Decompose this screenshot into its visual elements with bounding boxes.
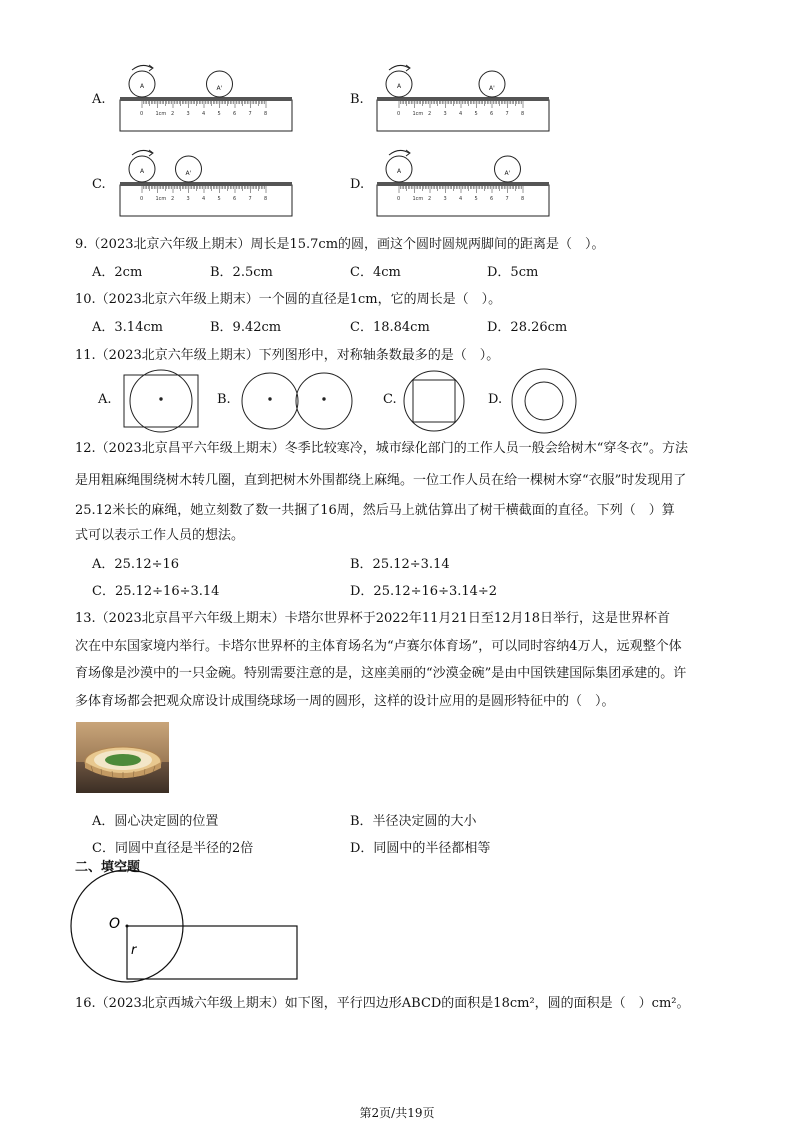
ruler-tick-label: 4 (459, 196, 463, 202)
q13-line-4: 多体育场都会把观众席设计成围绕球场一周的圆形，这样的设计应用的是圆形特征中的（ ）。 (75, 694, 615, 709)
ruler-tick-label: 8 (521, 111, 525, 117)
point-a-label: A (140, 83, 145, 90)
q9-option-a: A．2cm (92, 265, 143, 280)
q11-option-d-label: D. (488, 392, 503, 407)
q11-option-c-label: C. (383, 392, 397, 407)
ruler-tick-label: 5 (474, 111, 478, 117)
q11-option-b-label: B. (217, 392, 231, 407)
ruler-tick-label: 5 (474, 196, 478, 202)
q8-figure-d (377, 150, 549, 216)
q13-line-2: 次在中东国家境内举行。卡塔尔世界杯的主体育场名为“卢赛尔体育场”，可以同时容纳4万人，远观整个体 (75, 639, 682, 654)
ruler-tick-label: 6 (233, 196, 237, 202)
ruler-tick-label: 7 (505, 196, 509, 202)
ruler-tick-label: 0 (140, 111, 144, 117)
circle-rectangle-figure (60, 868, 320, 988)
ruler-tick-label: 8 (521, 196, 525, 202)
q8-figure-c (120, 150, 292, 216)
ruler-tick-label: 0 (140, 196, 144, 202)
ruler-tick-label: 7 (248, 196, 252, 202)
q9-option-c: C．4cm (350, 265, 401, 280)
ruler-tick-label: 6 (490, 111, 494, 117)
ruler-tick-label: 5 (217, 196, 221, 202)
q10-option-b: B．9.42cm (210, 320, 282, 335)
q11-option-a-label: A. (98, 392, 112, 407)
ruler-tick-label: 4 (202, 111, 206, 117)
q11-shapes (0, 365, 794, 437)
ruler-tick-label: 6 (490, 196, 494, 202)
q12-line-4: 式可以表示工作人员的想法。 (75, 528, 245, 543)
q13-line-1: 13.（2023北京昌平六年级上期末）卡塔尔世界杯于2022年11月21日至12月18日举行，这是世界杯首 (75, 611, 671, 626)
q10-option-a: A．3.14cm (92, 320, 163, 335)
section-title-fill-blank: 二、填空题 (75, 860, 141, 875)
q8-option-b-label: B. (350, 92, 364, 107)
ruler-tick-label: 7 (505, 111, 509, 117)
point-a-prime-label: A' (185, 170, 192, 177)
q12-option-a: A．25.12÷16 (92, 557, 180, 572)
ruler-tick-label: 0 (397, 111, 401, 117)
radius-label-r: r (131, 943, 137, 958)
point-a-prime-label: A' (216, 85, 223, 92)
q12-line-2: 是用粗麻绳围绕树木转几圈，直到把树木外围都绕上麻绳。一位工作人员在给一棵树木穿“衣服”时发现用了 (75, 473, 687, 488)
q8-option-c-label: C. (92, 177, 106, 192)
ruler-tick-label: 7 (248, 111, 252, 117)
q8-figure-a (120, 65, 292, 131)
q13-option-d: D．同圆中的半径都相等 (350, 841, 491, 856)
ruler-tick-label: 3 (443, 196, 447, 202)
ruler-tick-label: 1cm (155, 196, 167, 202)
q12-option-b: B．25.12÷3.14 (350, 557, 450, 572)
rotation-arrow-icon (389, 150, 409, 155)
q11-shape-c-square-in-circle (404, 371, 464, 431)
q12-option-d: D．25.12÷16÷3.14÷2 (350, 584, 498, 599)
rotation-arrow-icon (389, 65, 409, 70)
q10-stem: 10.（2023北京六年级上期末）一个圆的直径是1cm，它的周长是（ ）。 (75, 292, 502, 307)
ruler-tick-label: 4 (459, 111, 463, 117)
q9-stem: 9.（2023北京六年级上期末）周长是15.7cm的圆，画这个圆时圆规两脚间的距离是（ ）。 (75, 237, 605, 252)
ruler-tick-label: 1cm (412, 111, 424, 117)
ruler-tick-label: 3 (186, 111, 190, 117)
q10-option-d: D．28.26cm (487, 320, 568, 335)
q10-option-c: C．18.84cm (350, 320, 430, 335)
q8-option-a-label: A. (92, 92, 106, 107)
rotation-arrow-icon (132, 65, 152, 70)
point-a-label: A (397, 168, 402, 175)
point-a-label: A (140, 168, 145, 175)
center-label-o: O (109, 916, 121, 932)
point-a-prime-label: A' (504, 170, 511, 177)
ruler-tick-label: 3 (186, 196, 190, 202)
q8-figure-b (377, 65, 549, 131)
q8-ruler-figures (0, 0, 794, 230)
ruler-tick-label: 0 (397, 196, 401, 202)
stadium-photo (76, 722, 169, 793)
ruler-tick-label: 2 (428, 111, 432, 117)
q13-option-a: A．圆心决定圆的位置 (92, 814, 219, 829)
ruler-tick-label: 2 (171, 111, 175, 117)
ruler-tick-label: 3 (443, 111, 447, 117)
q12-option-c: C．25.12÷16÷3.14 (92, 584, 220, 599)
q11-stem: 11.（2023北京六年级上期末）下列图形中，对称轴条数最多的是（ ）。 (75, 348, 500, 363)
ruler-tick-label: 2 (171, 196, 175, 202)
q13-option-b: B．半径决定圆的大小 (350, 814, 477, 829)
ruler-tick-label: 6 (233, 111, 237, 117)
q16-stem: 16.（2023北京西城六年级上期末）如下图，平行四边形ABCD的面积是18cm²，圆的面积是（ ）cm²。 (75, 996, 690, 1011)
q13-line-3: 育场像是沙漠中的一只金碗。特别需要注意的是，这座美丽的“沙漠金碗”是由中国铁建国际集团承建的。许 (75, 666, 687, 681)
q9-option-d: D．5cm (487, 265, 539, 280)
ruler-tick-label: 8 (264, 196, 268, 202)
point-a-prime-label: A' (489, 85, 495, 92)
ruler-tick-label: 2 (428, 196, 432, 202)
q8-figure-group (0, 0, 794, 230)
q13-option-c: C．同圆中直径是半径的2倍 (92, 841, 254, 856)
q12-line-1: 12.（2023北京昌平六年级上期末）冬季比较寒冷，城市绿化部门的工作人员一般会给树木“穿冬衣”。方法 (75, 441, 689, 456)
ruler-tick-label: 1cm (155, 111, 167, 117)
rotation-arrow-icon (132, 150, 152, 155)
q11-shape-d-concentric-circles (512, 369, 576, 433)
q8-option-d-label: D. (350, 177, 365, 192)
page-number: 第2页/共19页 (359, 1106, 435, 1120)
q11-shape-a-rect-circle (124, 370, 198, 432)
q11-shape-b-two-circles (242, 373, 352, 429)
q12-line-3: 25.12米长的麻绳，她立刻数了数一共捆了16周，然后马上就估算出了树干横截面的直径。下列（ ）算 (75, 503, 675, 518)
ruler-tick-label: 1cm (412, 196, 424, 202)
ruler-tick-label: 5 (217, 111, 221, 117)
q9-option-b: B．2.5cm (210, 265, 273, 280)
ruler-tick-label: 4 (202, 196, 206, 202)
point-a-label: A (397, 83, 402, 90)
ruler-tick-label: 8 (264, 111, 268, 117)
